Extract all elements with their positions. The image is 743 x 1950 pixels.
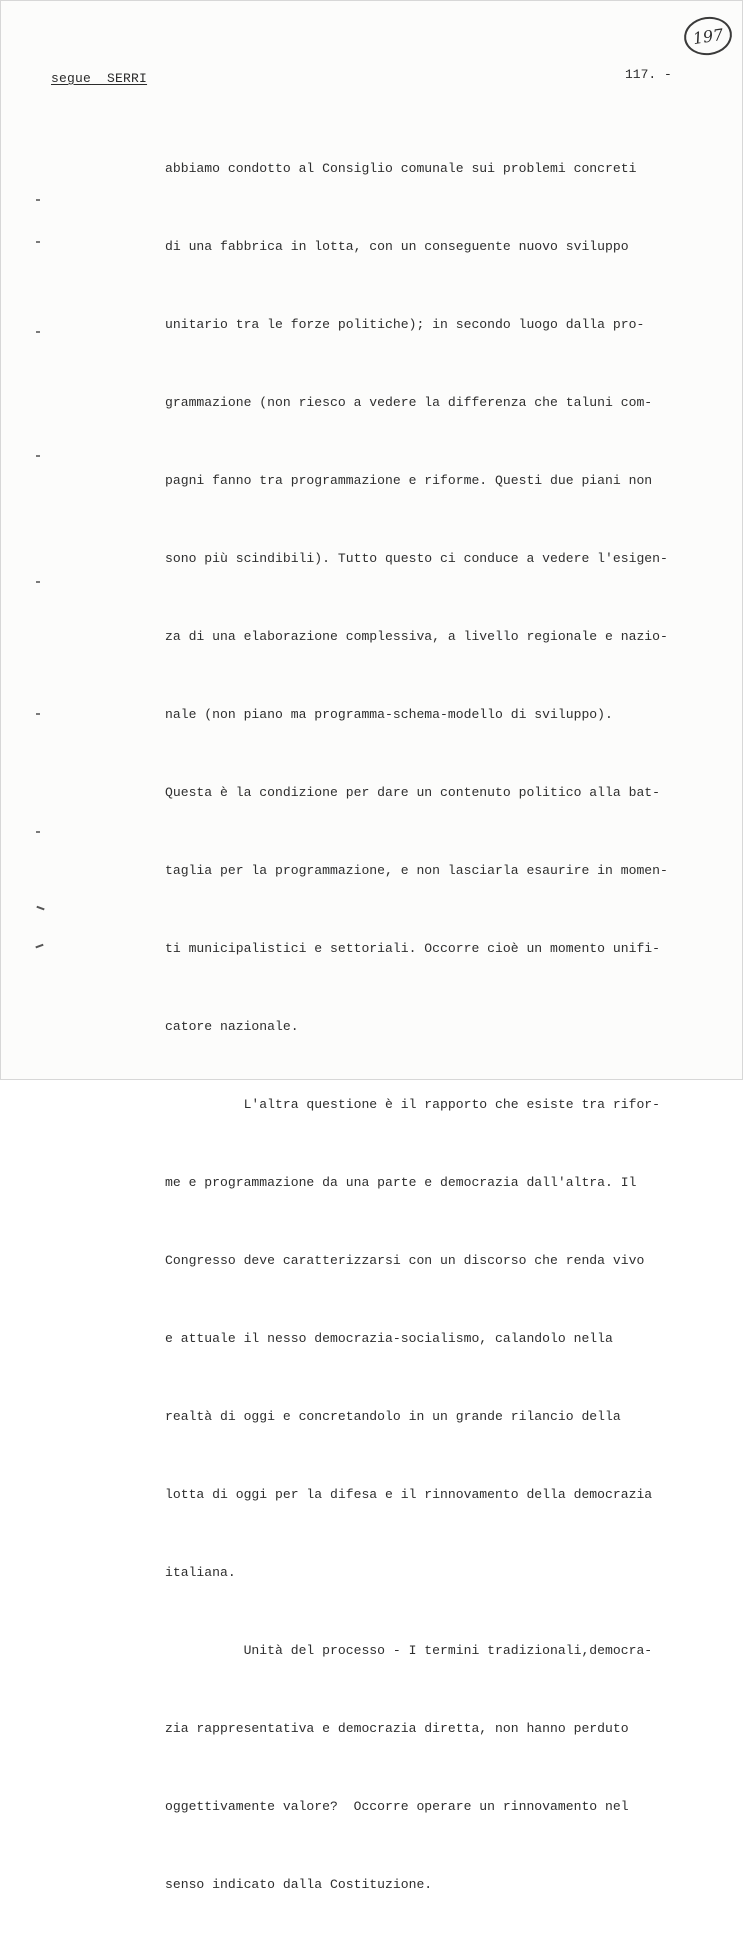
- body-line: L'altra questione è il rapporto che esiste tra rifor-: [165, 1097, 661, 1112]
- body-line: za di una elaborazione complessiva, a livello regionale e nazio-: [165, 629, 668, 644]
- body-line: italiana.: [165, 1565, 236, 1580]
- page-number: 117. -: [625, 67, 672, 82]
- body-line: Congresso deve caratterizzarsi con un discorso che renda vivo: [165, 1253, 645, 1268]
- body-line: unitario tra le forze politiche); in secondo luogo dalla pro-: [165, 317, 645, 332]
- binding-mark: [35, 944, 44, 951]
- speaker-header: [51, 71, 147, 86]
- body-line: abbiamo condotto al Consiglio comunale sui problemi concreti: [165, 161, 637, 176]
- body-line: Unità del processo - I termini tradizionali,democra-: [165, 1643, 653, 1658]
- body-line: di una fabbrica in lotta, con un conseguente nuovo sviluppo: [165, 239, 629, 254]
- body-line: nale (non piano ma programma-schema-modello di sviluppo).: [165, 707, 613, 722]
- body-line: ti municipalistici e settoriali. Occorre cioè un momento unifi-: [165, 941, 661, 956]
- body-line: realtà di oggi e concretandolo in un grande rilancio della: [165, 1409, 621, 1424]
- page-stamp: [682, 14, 735, 58]
- binding-mark: [35, 906, 44, 913]
- margin-tick-mark: [36, 199, 40, 201]
- body-line: catore nazionale.: [165, 1019, 299, 1034]
- body-line: me e programmazione da una parte e democrazia dall'altra. Il: [165, 1175, 637, 1190]
- margin-tick-mark: [36, 241, 40, 243]
- header-gap: [91, 71, 107, 86]
- speaker-prefix: segue: [51, 71, 92, 86]
- body-line: e attuale il nesso democrazia-socialismo, calandolo nella: [165, 1331, 613, 1346]
- page-stamp-number: 197: [691, 24, 725, 48]
- body-line: oggettivamente valore? Occorre operare un rinnovamento nel: [165, 1799, 629, 1814]
- body-line: lotta di oggi per la difesa e il rinnovamento della democrazia: [165, 1487, 653, 1502]
- margin-tick-mark: [36, 455, 40, 457]
- body-line: Questa è la condizione per dare un contenuto politico alla bat-: [165, 785, 661, 800]
- margin-tick-mark: [36, 831, 40, 833]
- body-text: [165, 104, 725, 1950]
- body-line: zia rappresentativa e democrazia diretta, non hanno perduto: [165, 1721, 629, 1736]
- body-line: grammazione (non riesco a vedere la differenza che taluni com-: [165, 395, 653, 410]
- speaker-name: SERRI: [107, 71, 148, 86]
- margin-tick-mark: [36, 581, 40, 583]
- margin-tick-mark: [36, 331, 40, 333]
- body-line: sono più scindibili). Tutto questo ci conduce a vedere l'esigen-: [165, 551, 668, 566]
- body-line: taglia per la programmazione, e non lasciarla esaurire in momen-: [165, 863, 668, 878]
- body-line: pagni fanno tra programmazione e riforme. Questi due piani non: [165, 473, 653, 488]
- margin-tick-mark: [36, 713, 40, 715]
- body-line: senso indicato dalla Costituzione.: [165, 1877, 433, 1892]
